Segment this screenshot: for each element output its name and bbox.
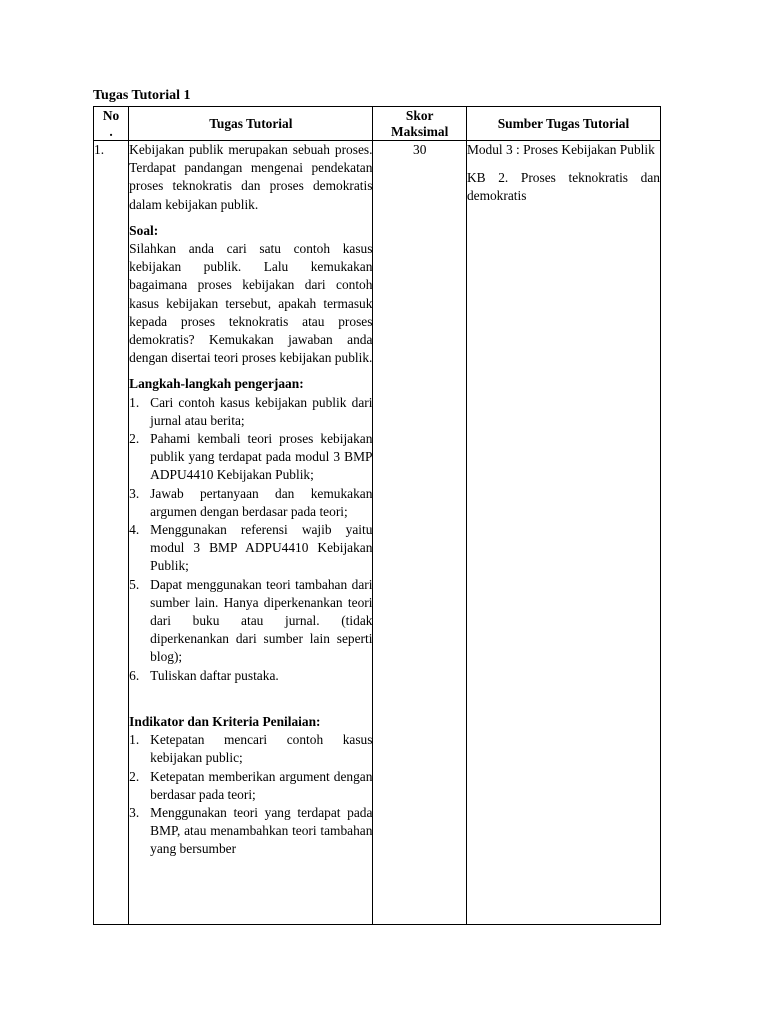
list-item — [129, 576, 372, 667]
header-no: No . — [94, 107, 129, 141]
list-item-number: 1. — [129, 394, 140, 410]
task-content — [129, 141, 372, 924]
document-title: Tugas Tutorial 1 — [93, 88, 191, 103]
source-cell — [466, 141, 660, 925]
list-item-text: Pahami kembali teori proses kebijakan publik yang terdapat pada modul 3 BMP ADPU4410 Kebijakan Publik; — [150, 431, 373, 483]
list-item-text: Jawab pertanyaan dan kemukakan argumen dengan berdasar pada teori; — [150, 485, 373, 519]
list-item — [129, 394, 372, 430]
steps-heading: Langkah-langkah pengerjaan: — [129, 376, 304, 392]
header-task: Tugas Tutorial — [129, 107, 373, 141]
list-item — [129, 430, 372, 485]
list-item-number: 2. — [129, 431, 140, 447]
criteria-heading: Indikator dan Kriteria Penilaian: — [129, 713, 321, 729]
task-intro: Kebijakan publik merupakan sebuah proses. Terdapat pandangan mengenai pendekatan proses teknokratis dan proses demokratis dalam kebijakan publik. — [129, 142, 373, 212]
source-kb: KB 2. Proses teknokratis dan demokratis — [466, 170, 660, 204]
list-item — [129, 521, 372, 576]
list-item-number: 5. — [129, 576, 140, 592]
list-item-text: Cari contoh kasus kebijakan publik dari jurnal atau berita; — [150, 394, 373, 428]
header-score: Skor Maksimal — [373, 107, 466, 141]
source-module: Modul 3 : Proses Kebijakan Publik — [466, 142, 655, 157]
list-item-number: 3. — [129, 804, 140, 820]
list-item-text: Menggunakan referensi wajib yaitu modul 3 BMP ADPU4410 Kebijakan Publik; — [150, 522, 373, 574]
steps-list — [129, 394, 372, 685]
header-source: Sumber Tugas Tutorial — [466, 107, 660, 141]
max-score: 30 — [373, 141, 466, 925]
list-item-number: 2. — [129, 768, 140, 784]
row-number: 1. — [94, 141, 129, 925]
list-item-number: 4. — [129, 522, 140, 538]
list-item-number: 6. — [129, 667, 140, 683]
list-item — [129, 768, 372, 804]
list-item-text: Dapat menggunakan teori tambahan dari sumber lain. Hanya diperkenankan teori dari buku atau jurnal. (tidak diperkenankan dari sumber lain seperti blog); — [150, 576, 373, 665]
list-item — [129, 804, 372, 859]
list-item-text: Ketepatan mencari contoh kasus kebijakan public; — [150, 732, 373, 766]
table-header-row — [94, 107, 661, 141]
list-item-text: Ketepatan memberikan argument dengan berdasar pada teori; — [150, 768, 373, 802]
spacer — [129, 685, 372, 707]
task-cell — [129, 141, 373, 925]
list-item — [129, 731, 372, 767]
criteria-list — [129, 731, 372, 858]
list-item-number: 1. — [129, 732, 140, 748]
list-item-number: 3. — [129, 485, 140, 501]
soal-text: Silahkan anda cari satu contoh kasus kebijakan publik. Lalu kemukakan bagaimana proses kebijakan dari contoh kasus kebijakan tersebut, apakah termasuk kepada proses teknokratis atau proses demokratis? Kemukakan jawaban anda dengan disertai teori proses kebijakan publik. — [129, 241, 373, 366]
task-table — [93, 106, 661, 925]
list-item-text: Menggunakan teori yang terdapat pada BMP, atau menambahkan teori tambahan yang bersumber — [150, 804, 373, 857]
soal-heading: Soal: — [129, 222, 159, 238]
list-item — [129, 667, 372, 685]
list-item — [129, 485, 372, 521]
list-item-text: Tuliskan daftar pustaka. — [150, 667, 279, 683]
table-row — [94, 141, 661, 925]
